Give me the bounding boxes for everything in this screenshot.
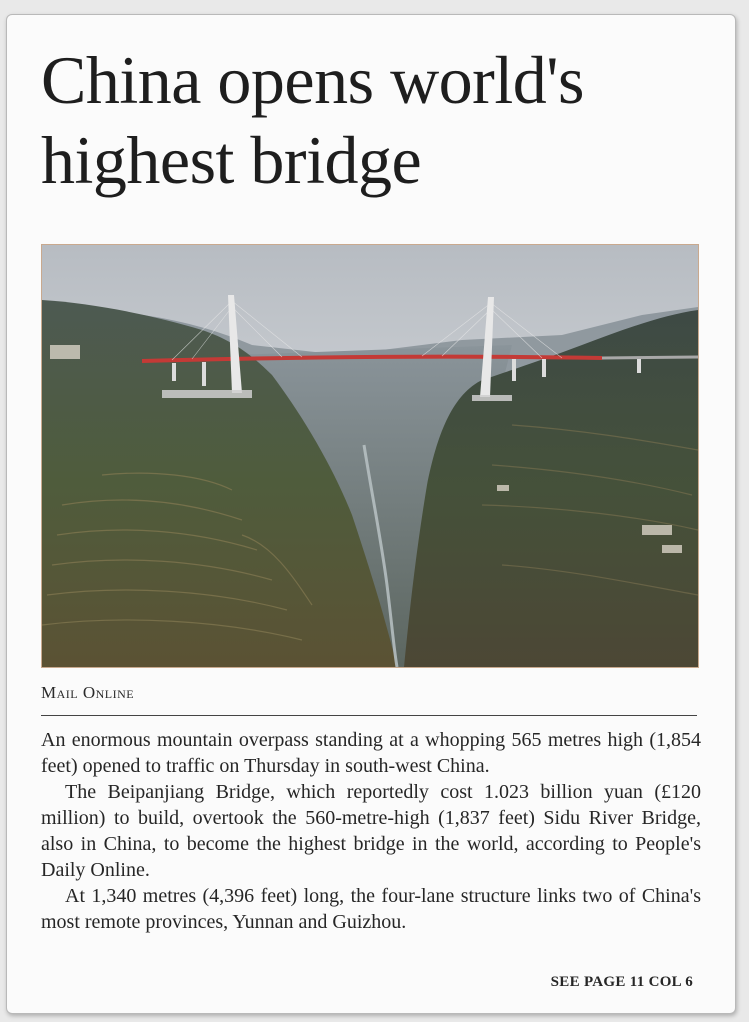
bridge-photo-image [42,245,698,667]
continuation-note: SEE PAGE 11 COL 6 [550,974,693,990]
headline: China opens world's highest bridge [41,42,584,198]
article-paragraph: At 1,340 metres (4,396 feet) long, the four-lane structure links two of China's most remote provinces, Yunnan and Guizhou. [41,885,701,933]
article-body [41,727,701,935]
article-paragraph: An enormous mountain overpass standing at a whopping 565 metres high (1,854 feet) opened to traffic on Thursday in south-west China. [41,729,701,777]
bridge-photo [41,244,699,668]
divider [41,715,697,716]
newspaper-clipping [6,14,736,1014]
source-credit: Mail Online [41,683,135,702]
article-paragraph: The Beipanjiang Bridge, which reportedly cost 1.023 billion yuan (£120 million) to build, overtook the 560-metre-high (1,837 feet) Sidu River Bridge, also in China, to become the highest bridge in the world, according to People's Daily Online. [41,781,701,881]
